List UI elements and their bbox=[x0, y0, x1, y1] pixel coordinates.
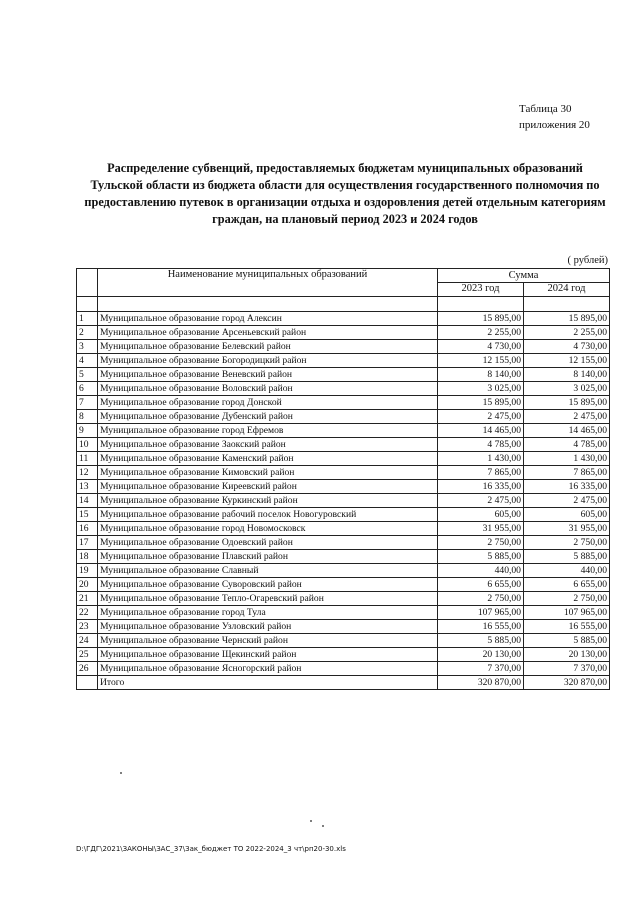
municipality-name: Муниципальное образование Веневский район bbox=[98, 368, 438, 382]
row-number: 2 bbox=[77, 326, 98, 340]
row-number: 5 bbox=[77, 368, 98, 382]
row-number: 1 bbox=[77, 312, 98, 326]
municipality-name: Муниципальное образование Воловский район bbox=[98, 382, 438, 396]
amount-2023: 14 465,00 bbox=[437, 424, 523, 438]
table-row bbox=[77, 410, 610, 424]
municipality-name: Муниципальное образование Чернский район bbox=[98, 634, 438, 648]
amount-2023: 6 655,00 bbox=[437, 578, 523, 592]
sum-column-header: Сумма bbox=[437, 269, 609, 283]
table-row bbox=[77, 620, 610, 634]
row-number: 16 bbox=[77, 522, 98, 536]
municipality-name: Муниципальное образование Щекинский район bbox=[98, 648, 438, 662]
appendix-label: приложения 20 bbox=[519, 119, 590, 131]
municipality-name: Муниципальное образование Плавский район bbox=[98, 550, 438, 564]
scan-speck bbox=[310, 820, 312, 822]
amount-2023: 7 865,00 bbox=[437, 466, 523, 480]
amount-2023: 2 750,00 bbox=[437, 592, 523, 606]
row-number: 6 bbox=[77, 382, 98, 396]
municipality-name: Муниципальное образование Суворовский район bbox=[98, 578, 438, 592]
table-row bbox=[77, 340, 610, 354]
table-row bbox=[77, 452, 610, 466]
table-row bbox=[77, 564, 610, 578]
municipality-name: Муниципальное образование город Новомосковск bbox=[98, 522, 438, 536]
table-row bbox=[77, 368, 610, 382]
municipality-name: Итого bbox=[98, 676, 438, 690]
amount-2024: 107 965,00 bbox=[523, 606, 609, 620]
table-row bbox=[77, 634, 610, 648]
amount-2024: 7 865,00 bbox=[523, 466, 609, 480]
amount-2024: 440,00 bbox=[523, 564, 609, 578]
table-row bbox=[77, 354, 610, 368]
scan-speck bbox=[322, 825, 324, 827]
municipality-name: Муниципальное образование Киреевский район bbox=[98, 480, 438, 494]
municipality-name: Муниципальное образование Тепло-Огаревский район bbox=[98, 592, 438, 606]
amount-2024: 2 750,00 bbox=[523, 536, 609, 550]
table-row bbox=[77, 494, 610, 508]
table-row bbox=[77, 508, 610, 522]
row-number: 7 bbox=[77, 396, 98, 410]
row-number: 8 bbox=[77, 410, 98, 424]
amount-2023: 4 730,00 bbox=[437, 340, 523, 354]
table-row bbox=[77, 396, 610, 410]
amount-2024: 4 785,00 bbox=[523, 438, 609, 452]
amount-2024: 605,00 bbox=[523, 508, 609, 522]
amount-2024: 2 475,00 bbox=[523, 494, 609, 508]
name-column-header: Наименование муниципальных образований bbox=[98, 269, 438, 297]
table-row bbox=[77, 592, 610, 606]
amount-2023: 31 955,00 bbox=[437, 522, 523, 536]
amount-2024: 3 025,00 bbox=[523, 382, 609, 396]
table-row bbox=[77, 382, 610, 396]
row-number: 10 bbox=[77, 438, 98, 452]
amount-2024: 8 140,00 bbox=[523, 368, 609, 382]
row-number: 9 bbox=[77, 424, 98, 438]
municipality-name: Муниципальное образование город Алексин bbox=[98, 312, 438, 326]
row-number: 11 bbox=[77, 452, 98, 466]
row-number: 25 bbox=[77, 648, 98, 662]
row-number: 18 bbox=[77, 550, 98, 564]
row-number: 19 bbox=[77, 564, 98, 578]
total-row bbox=[77, 676, 610, 690]
amount-2024: 15 895,00 bbox=[523, 312, 609, 326]
amount-2023: 2 750,00 bbox=[437, 536, 523, 550]
row-number: 17 bbox=[77, 536, 98, 550]
table-row bbox=[77, 312, 610, 326]
spacer-row bbox=[77, 297, 610, 312]
table-row bbox=[77, 662, 610, 676]
row-number: 14 bbox=[77, 494, 98, 508]
row-number: 22 bbox=[77, 606, 98, 620]
amount-2024: 7 370,00 bbox=[523, 662, 609, 676]
municipality-name: Муниципальное образование Куркинский район bbox=[98, 494, 438, 508]
amount-2024: 4 730,00 bbox=[523, 340, 609, 354]
header-row bbox=[77, 269, 610, 283]
amount-2023: 7 370,00 bbox=[437, 662, 523, 676]
table-row bbox=[77, 424, 610, 438]
amount-2023: 16 335,00 bbox=[437, 480, 523, 494]
table-row bbox=[77, 536, 610, 550]
table-row bbox=[77, 326, 610, 340]
table-body bbox=[77, 312, 610, 690]
amount-2024: 20 130,00 bbox=[523, 648, 609, 662]
amount-2024: 14 465,00 bbox=[523, 424, 609, 438]
row-number: 20 bbox=[77, 578, 98, 592]
amount-2024: 2 750,00 bbox=[523, 592, 609, 606]
amount-2023: 107 965,00 bbox=[437, 606, 523, 620]
file-path-footer: D:\ГДГ\2021\ЗАКОНЫ\ЗАС_37\Зак_бюджет ТО 2022-2024_3 чт\рп20-30.xls bbox=[76, 845, 346, 853]
amount-2023: 2 475,00 bbox=[437, 410, 523, 424]
amount-2024: 5 885,00 bbox=[523, 634, 609, 648]
municipality-name: Муниципальное образование Богородицкий район bbox=[98, 354, 438, 368]
row-number: 21 bbox=[77, 592, 98, 606]
amount-2023: 20 130,00 bbox=[437, 648, 523, 662]
scan-speck bbox=[120, 772, 122, 774]
number-column-header bbox=[77, 269, 98, 297]
amount-2024: 2 475,00 bbox=[523, 410, 609, 424]
row-number: 13 bbox=[77, 480, 98, 494]
amount-2024: 1 430,00 bbox=[523, 452, 609, 466]
table-row bbox=[77, 438, 610, 452]
amount-2023: 12 155,00 bbox=[437, 354, 523, 368]
amount-2023: 15 895,00 bbox=[437, 396, 523, 410]
amount-2023: 3 025,00 bbox=[437, 382, 523, 396]
amount-2023: 5 885,00 bbox=[437, 634, 523, 648]
municipality-name: Муниципальное образование рабочий поселок Новогуровский bbox=[98, 508, 438, 522]
amount-2024: 15 895,00 bbox=[523, 396, 609, 410]
table-reference bbox=[519, 101, 590, 133]
table-row bbox=[77, 648, 610, 662]
amount-2023: 2 475,00 bbox=[437, 494, 523, 508]
municipality-name: Муниципальное образование Ясногорский район bbox=[98, 662, 438, 676]
amount-2023: 440,00 bbox=[437, 564, 523, 578]
amount-2023: 605,00 bbox=[437, 508, 523, 522]
row-number bbox=[77, 676, 98, 690]
amount-2024: 5 885,00 bbox=[523, 550, 609, 564]
municipality-name: Муниципальное образование город Ефремов bbox=[98, 424, 438, 438]
currency-note: ( рублей) bbox=[567, 255, 608, 266]
municipality-name: Муниципальное образование Одоевский район bbox=[98, 536, 438, 550]
municipality-name: Муниципальное образование Узловский район bbox=[98, 620, 438, 634]
municipality-name: Муниципальное образование Каменский район bbox=[98, 452, 438, 466]
row-number: 24 bbox=[77, 634, 98, 648]
table-row bbox=[77, 466, 610, 480]
amount-2023: 15 895,00 bbox=[437, 312, 523, 326]
amount-2023: 5 885,00 bbox=[437, 550, 523, 564]
municipality-name: Муниципальное образование город Донской bbox=[98, 396, 438, 410]
amount-2024: 6 655,00 bbox=[523, 578, 609, 592]
row-number: 4 bbox=[77, 354, 98, 368]
municipality-name: Муниципальное образование Кимовский район bbox=[98, 466, 438, 480]
row-number: 12 bbox=[77, 466, 98, 480]
amount-2024: 31 955,00 bbox=[523, 522, 609, 536]
amount-2023: 8 140,00 bbox=[437, 368, 523, 382]
document-title: Распределение субвенций, предоставляемых бюджетам муниципальных образований Тульской области из бюджета области для осуществления государственного полномочия по предоставлению путевок в организации отдыха и оздоровления детей отдельным категориям граждан, на плановый период 2023 и 2024 годов bbox=[84, 161, 606, 226]
amount-2023: 1 430,00 bbox=[437, 452, 523, 466]
table-row bbox=[77, 480, 610, 494]
table-row bbox=[77, 606, 610, 620]
row-number: 15 bbox=[77, 508, 98, 522]
amount-2023: 320 870,00 bbox=[437, 676, 523, 690]
row-number: 3 bbox=[77, 340, 98, 354]
amount-2023: 2 255,00 bbox=[437, 326, 523, 340]
table-number-label: Таблица 30 bbox=[519, 103, 572, 115]
amount-2023: 4 785,00 bbox=[437, 438, 523, 452]
municipality-name: Муниципальное образование Белевский район bbox=[98, 340, 438, 354]
amount-2024: 320 870,00 bbox=[523, 676, 609, 690]
table-row bbox=[77, 550, 610, 564]
municipality-name: Муниципальное образование Дубенский район bbox=[98, 410, 438, 424]
subsidy-table bbox=[76, 268, 610, 690]
municipality-name: Муниципальное образование Славный bbox=[98, 564, 438, 578]
amount-2024: 16 555,00 bbox=[523, 620, 609, 634]
amount-2024: 12 155,00 bbox=[523, 354, 609, 368]
municipality-name: Муниципальное образование Арсеньевский район bbox=[98, 326, 438, 340]
row-number: 23 bbox=[77, 620, 98, 634]
amount-2024: 16 335,00 bbox=[523, 480, 609, 494]
year-2024-header: 2024 год bbox=[523, 283, 609, 297]
row-number: 26 bbox=[77, 662, 98, 676]
amount-2024: 2 255,00 bbox=[523, 326, 609, 340]
table-row bbox=[77, 578, 610, 592]
year-2023-header: 2023 год bbox=[437, 283, 523, 297]
table-row bbox=[77, 522, 610, 536]
amount-2023: 16 555,00 bbox=[437, 620, 523, 634]
municipality-name: Муниципальное образование Заокский район bbox=[98, 438, 438, 452]
municipality-name: Муниципальное образование город Тула bbox=[98, 606, 438, 620]
